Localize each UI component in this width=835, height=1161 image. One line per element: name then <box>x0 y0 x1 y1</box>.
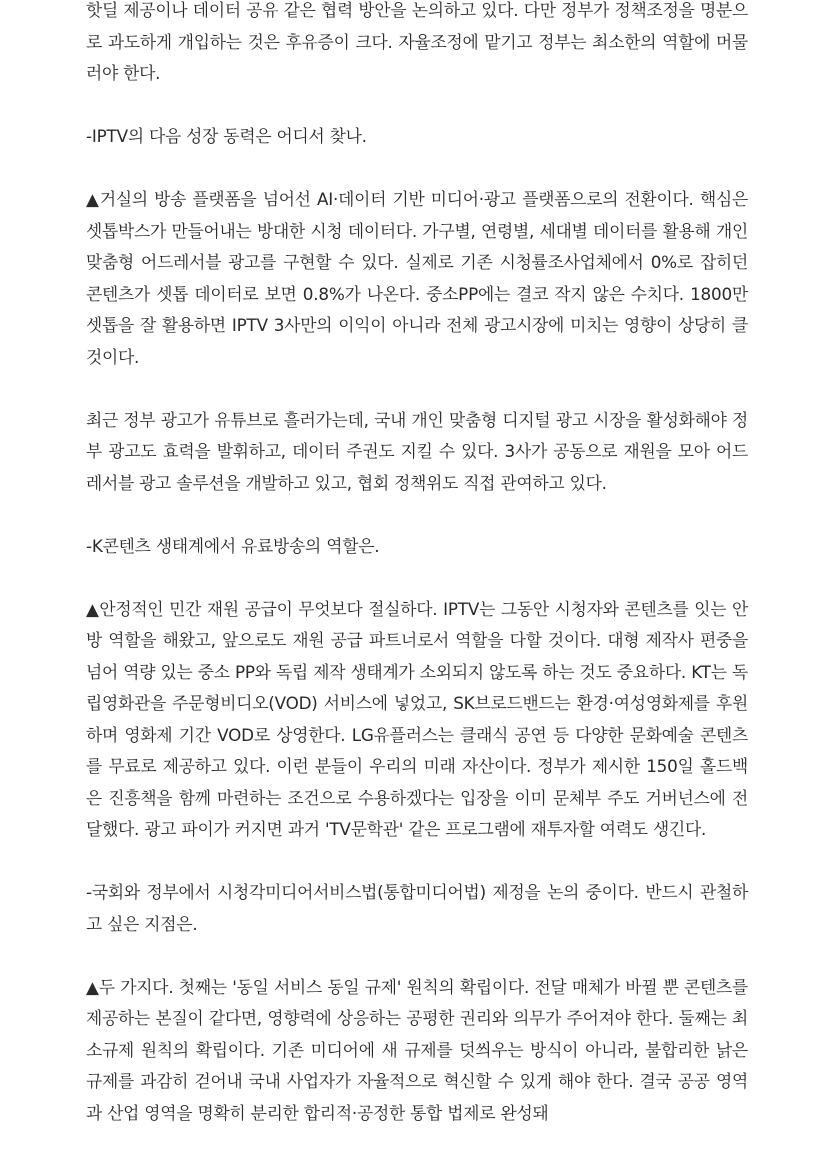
article-body <box>86 0 748 1161</box>
question-integrated-media-law: -국회와 정부에서 시청각미디어서비스법(통합미디어법) 제정을 논의 중이다. 반드시 관철하고 싶은 지점은. <box>86 882 748 934</box>
answer-ai-data-platform: ▲거실의 방송 플랫폼을 넘어선 AI·데이터 기반 미디어·광고 플랫폼으로의 전환이다. 핵심은 셋톱박스가 만들어내는 방대한 시청 데이터다. 가구별, 연령별, 세대별 데이터를 활용해 개인 맞춤형 어드레서블 광고를 구현할 수 있다. 실제로 기존 시청률조사업체에서 0%로 잡히던 콘텐츠가 셋톱 데이터로 보면 0.8%가 나온다. 중소PP에는 결코 작지 않은 수치다. 1800만 셋톱을 잘 활용하면 IPTV 3사만의 이익이 아니라 전체 광고시장에 미치는 영향이 상당히 클 것이다. <box>86 189 748 367</box>
answer-two-principles: ▲두 가지다. 첫째는 '동일 서비스 동일 규제' 원칙의 확립이다. 전달 매체가 바뀔 뿐 콘텐츠를 제공하는 본질이 같다면, 영향력에 상응하는 공평한 권리와 의무가 주어져야 한다. 둘째는 최소규제 원칙의 확립이다. 기존 미디어에 새 규제를 덧씌우는 방식이 아니라, 불합리한 낡은 규제를 과감히 걷어내 국내 사업자가 자율적으로 혁신할 수 있게 해야 한다. 결국 공공 영역과 산업 영역을 명확히 분리한 합리적·공정한 통합 법제로 완성돼 <box>86 976 748 1123</box>
answer-private-funding: ▲안정적인 민간 재원 공급이 무엇보다 절실하다. IPTV는 그동안 시청자와 콘텐츠를 잇는 안방 역할을 해왔고, 앞으로도 재원 공급 파트너로서 역할을 다할 것이다. 대형 제작사 편중을 넘어 역량 있는 중소 PP와 독립 제작 생태계가 소외되지 않도록 하는 것도 중요하다. KT는 독립영화관을 주문형비디오(VOD) 서비스에 넣었고, SK브로드밴드는 환경·여성영화제를 후원하며 영화제 기간 VOD로 상영한다. LG유플러스는 클래식 공연 등 다양한 문화예술 콘텐츠를 무료로 제공하고 있다. 이런 분들이 우리의 미래 자산이다. 정부가 제시한 150일 홀드백은 진흥책을 함께 마련하는 조건으로 수용하겠다는 입장을 이미 문체부 주도 거버넌스에 전달했다. 광고 파이가 커지면 과거 'TV문학관' 같은 프로그램에 재투자할 여력도 생긴다. <box>86 598 748 839</box>
paragraph-hold-back-cooperation: 핫딜 제공이나 데이터 공유 같은 협력 방안을 논의하고 있다. 다만 정부가 정책조정을 명분으로 과도하게 개입하는 것은 후유증이 크다. 자율조정에 맡기고 정부는 최소한의 역할에 머물러야 한다. <box>86 0 748 83</box>
question-k-content-role: -K콘텐츠 생태계에서 유료방송의 역할은. <box>86 535 380 556</box>
question-growth-engine: -IPTV의 다음 성장 동력은 어디서 찾나. <box>86 126 367 146</box>
paragraph-government-ads: 최근 정부 광고가 유튜브로 흘러가는데, 국내 개인 맞춤형 디지털 광고 시장을 활성화해야 정부 광고도 효력을 발휘하고, 데이터 주권도 지킬 수 있다. 3사가 공동으로 재원을 모아 어드레서블 광고 솔루션을 개발하고 있고, 협회 정책위도 직접 관여하고 있다. <box>86 409 748 493</box>
